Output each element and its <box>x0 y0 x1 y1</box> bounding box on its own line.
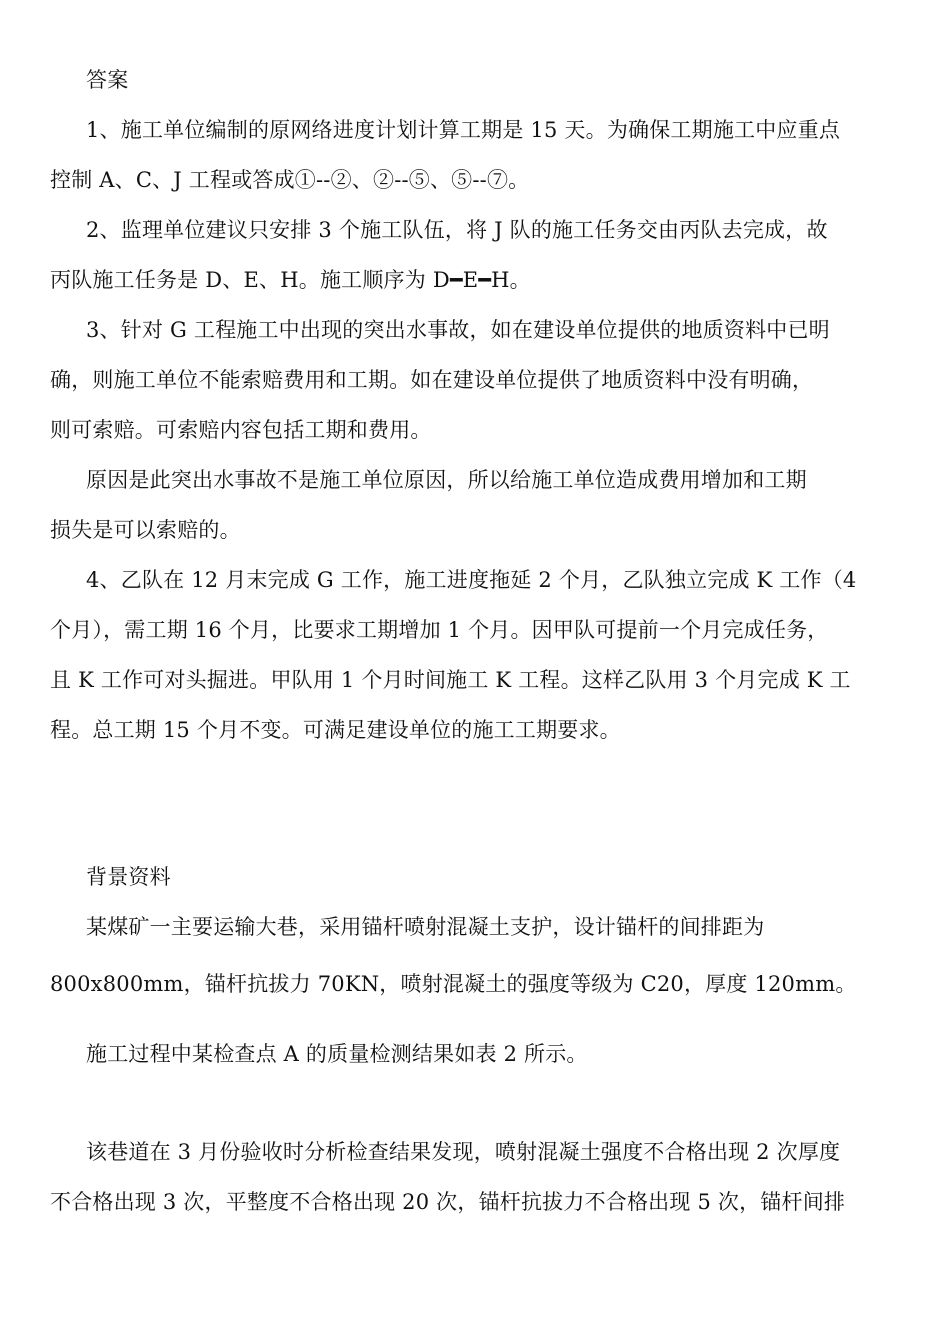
answer-p3-line1: 3、针对 G 工程施工中出现的突出水事故，如在建设单位提供的地质资料中已明 <box>86 318 830 342</box>
answer-p3-line2: 确，则施工单位不能索赔费用和工期。如在建设单位提供了地质资料中没有明确， <box>50 368 814 392</box>
background-p2-line1: 施工过程中某检查点 A 的质量检测结果如表 2 所示。 <box>86 1042 588 1066</box>
answer-p5-line1: 4、乙队在 12 月末完成 G 工作，施工进度拖延 2 个月，乙队独立完成 K 工作（4 <box>86 568 857 592</box>
answer-p5-line3: 且 K 工作可对头掘进。甲队用 1 个月时间施工 K 工程。这样乙队用 3 个月完成 K 工 <box>50 668 851 692</box>
background-p3-line1: 该巷道在 3 月份验收时分析检查结果发现，喷射混凝土强度不合格出现 2 次厚度 <box>86 1140 841 1164</box>
answer-p4-line1: 原因是此突出水事故不是施工单位原因，所以给施工单位造成费用增加和工期 <box>86 468 807 492</box>
answer-p5-line4: 程。总工期 15 个月不变。可满足建设单位的施工工期要求。 <box>50 718 621 742</box>
background-p1-line2: 800x800mm，锚杆抗拔力 70KN，喷射混凝土的强度等级为 C20，厚度 120mm。 <box>50 972 857 996</box>
answer-p1-line2: 控制 A、C、J 工程或答成①--②、②--⑤、⑤--⑦。 <box>50 168 530 192</box>
answer-p3-line3: 则可索赔。可索赔内容包括工期和费用。 <box>50 418 432 442</box>
answer-p4-line2: 损失是可以索赔的。 <box>50 518 241 542</box>
background-heading: 背景资料 <box>86 865 171 889</box>
answer-p5-line2: 个月），需工期 16 个月，比要求工期增加 1 个月。因甲队可提前一个月完成任务， <box>50 618 829 642</box>
background-p1-line1: 某煤矿一主要运输大巷，采用锚杆喷射混凝土支护，设计锚杆的间排距为 <box>86 915 765 939</box>
background-p3-line2: 不合格出现 3 次，平整度不合格出现 20 次，锚杆抗拔力不合格出现 5 次，锚杆间排 <box>50 1190 846 1214</box>
answer-heading: 答案 <box>86 68 129 92</box>
answer-p1-line1: 1、施工单位编制的原网络进度计划计算工期是 15 天。为确保工期施工中应重点 <box>86 118 841 142</box>
answer-p2-line2: 丙队施工任务是 D、E、H。施工顺序为 D━E━H。 <box>50 268 531 292</box>
answer-p2-line1: 2、监理单位建议只安排 3 个施工队伍，将 J 队的施工任务交由丙队去完成，故 <box>86 218 828 242</box>
